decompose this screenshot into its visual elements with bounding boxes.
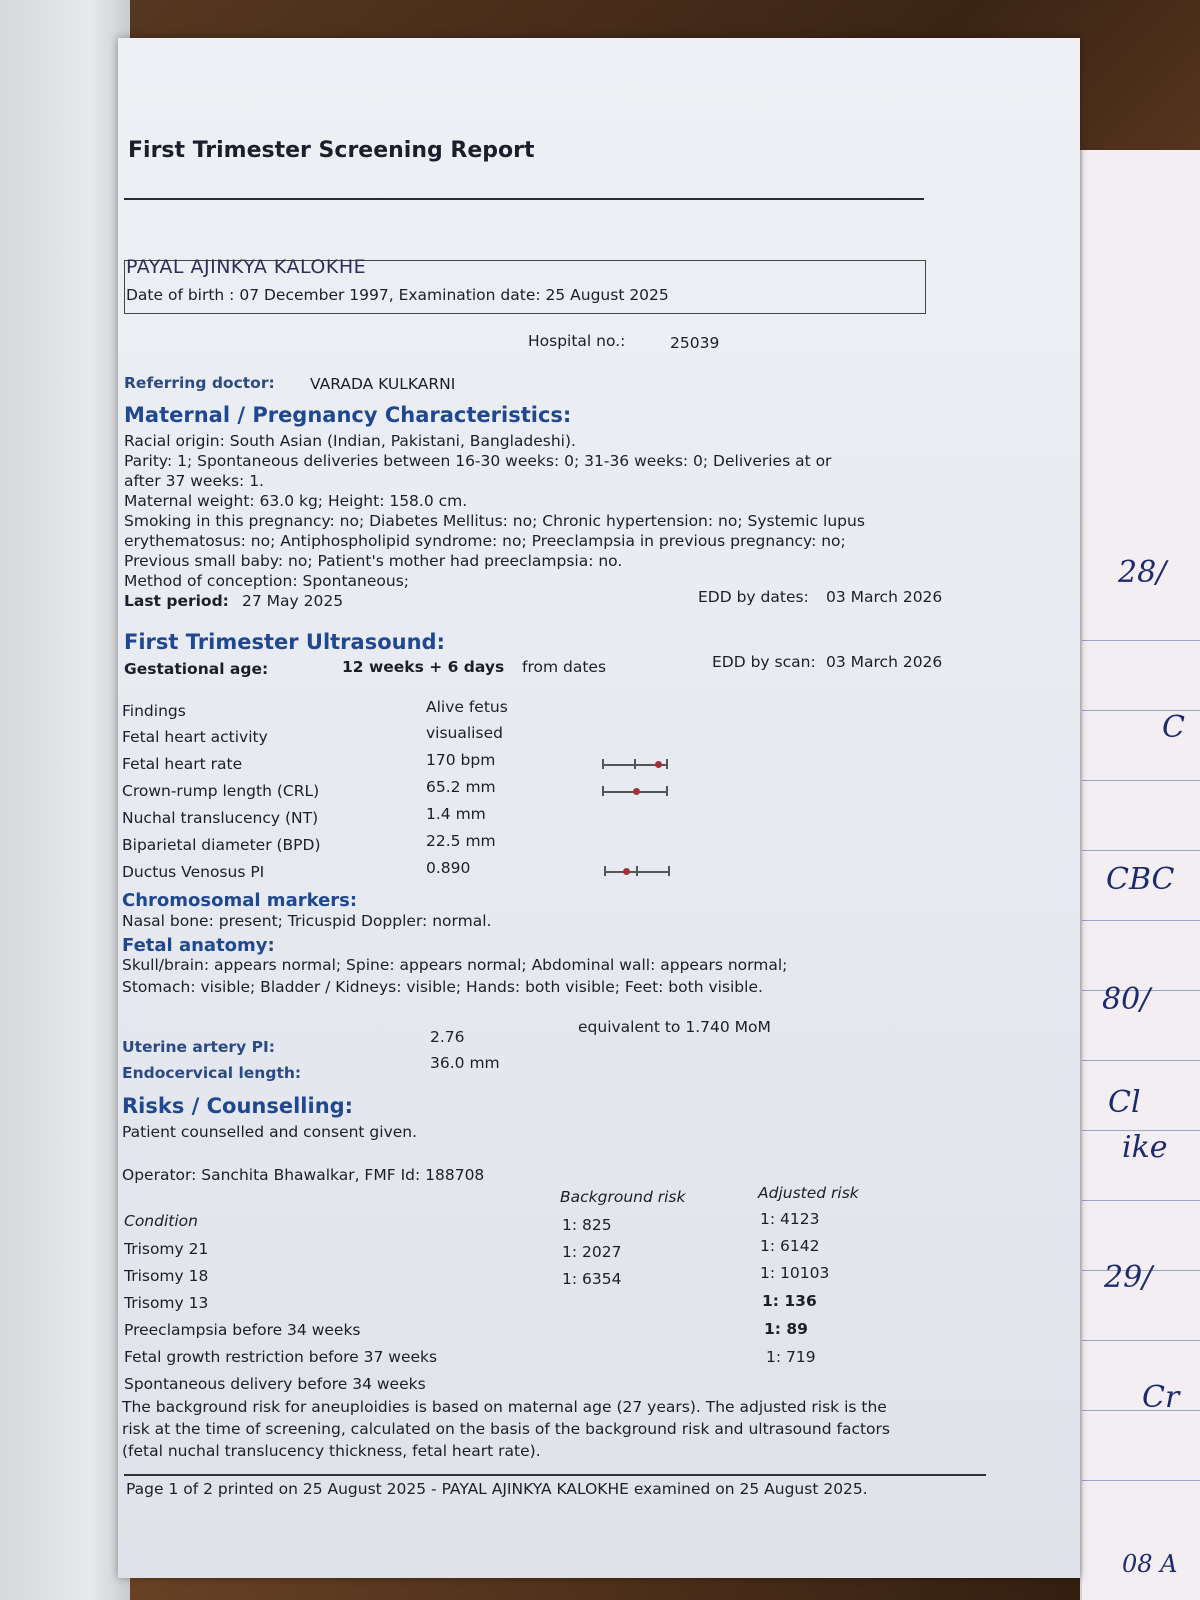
anatomy-line: Skull/brain: appears normal; Spine: appears normal; Abdominal wall: appears normal; [122,956,788,974]
page-footer: Page 1 of 2 printed on 25 August 2025 - PAYAL AJINKYA KALOKHE examined on 25 August 2025. [126,1480,868,1498]
operator-text: Operator: Sanchita Bhawalkar, FMF Id: 188708 [122,1166,485,1184]
background-book [0,0,130,1600]
risk-condition: Preeclampsia before 34 weeks [124,1321,361,1339]
dob-exam-line: Date of birth : 07 December 1997, Examination date: 25 August 2025 [126,286,669,304]
handwriting: CBC [1106,862,1175,897]
maternal-line: Previous small baby: no; Patient's mother had preeclampsia: no. [124,552,623,570]
anatomy-heading: Fetal anatomy: [122,935,275,956]
patient-name: PAYAL AJINKYA KALOKHE [126,256,367,278]
counselled-text: Patient counselled and consent given. [122,1123,418,1141]
referring-doctor: VARADA KULKARNI [310,375,456,393]
uterine-label: Uterine artery PI: [122,1038,275,1056]
footer-divider [124,1474,986,1476]
ga-label: Gestational age: [124,660,269,678]
risk-note-line: risk at the time of screening, calculated on the basis of the background risk and ultrasound factors [122,1420,890,1438]
finding-label: Findings [122,702,186,720]
adjusted-risk: 1: 89 [764,1320,808,1338]
risk-condition: Spontaneous delivery before 34 weeks [124,1375,426,1393]
notes-rule [1082,1340,1200,1341]
finding-label: Nuchal translucency (NT) [122,809,319,827]
risk-note-line: (fetal nuchal translucency thickness, fetal heart rate). [122,1442,541,1460]
notes-rule [1082,920,1200,921]
anatomy-line: Stomach: visible; Bladder / Kidneys: visible; Hands: both visible; Feet: both visible. [122,978,763,996]
hospital-number: 25039 [670,334,720,352]
maternal-line: Parity: 1; Spontaneous deliveries between 16-30 weeks: 0; 31-36 weeks: 0; Deliveries at or [124,452,832,470]
notes-rule [1082,780,1200,781]
adjusted-risk: 1: 10103 [760,1264,830,1282]
maternal-line: Maternal weight: 63.0 kg; Height: 158.0 cm. [124,492,468,510]
chromosomal-text: Nasal bone: present; Tricuspid Doppler: normal. [122,912,492,930]
adjusted-risk: 1: 6142 [760,1237,820,1255]
report-page [118,38,1080,1578]
maternal-line: Method of conception: Spontaneous; [124,572,410,590]
last-period-label: Last period: [124,592,229,610]
maternal-line: erythematosus: no; Antiphospholipid syndrome: no; Preeclampsia in previous pregnancy: no; [124,532,846,550]
finding-value: 1.4 mm [426,805,486,823]
edd-dates-value: 03 March 2026 [826,588,943,606]
notes-rule [1082,1410,1200,1411]
edd-scan-label: EDD by scan: [712,653,816,671]
adjusted-risk: 1: 136 [762,1292,817,1310]
finding-value: 0.890 [426,859,471,877]
ga-suffix: from dates [522,658,607,676]
finding-value: 22.5 mm [426,832,496,850]
endocervical-label: Endocervical length: [122,1064,302,1082]
maternal-line: Racial origin: South Asian (Indian, Pakistani, Bangladeshi). [124,432,576,450]
maternal-heading: Maternal / Pregnancy Characteristics: [124,403,572,427]
handwriting: Cl [1108,1085,1141,1120]
uterine-mom: equivalent to 1.740 MoM [578,1018,771,1036]
finding-label: Fetal heart activity [122,728,268,746]
col-background: Background risk [560,1188,686,1206]
handwriting: C [1162,710,1185,745]
edd-scan-value: 03 March 2026 [826,653,943,671]
col-condition: Condition [124,1212,198,1230]
notes-rule [1082,850,1200,851]
finding-label: Fetal heart rate [122,755,243,773]
endocervical-value: 36.0 mm [430,1054,500,1072]
risks-heading: Risks / Counselling: [122,1094,354,1118]
adjusted-risk: 1: 4123 [760,1210,820,1228]
notes-rule [1082,1200,1200,1201]
maternal-line: after 37 weeks: 1. [124,472,264,490]
edd-dates-label: EDD by dates: [698,588,809,606]
crl-centile-marker [602,786,668,798]
handwriting: 80/ [1102,982,1151,1017]
background-risk: 1: 825 [562,1216,612,1234]
risk-condition: Fetal growth restriction before 37 weeks [124,1348,438,1366]
notes-rule [1082,640,1200,641]
finding-value: 65.2 mm [426,778,496,796]
notes-rule [1082,1480,1200,1481]
risk-condition: Trisomy 18 [124,1267,209,1285]
uterine-value: 2.76 [430,1028,465,1046]
ga-value: 12 weeks + 6 days [342,658,505,676]
finding-label: Crown-rump length (CRL) [122,782,320,800]
referring-label: Referring doctor: [124,374,275,392]
risk-condition: Trisomy 21 [124,1240,209,1258]
handwriting: 08 A [1122,1550,1178,1578]
notes-rule [1082,1060,1200,1061]
handwriting: 28/ [1118,555,1167,590]
handwritten-notes-page [1080,150,1200,1600]
chromosomal-heading: Chromosomal markers: [122,890,358,911]
last-period-value: 27 May 2025 [242,592,344,610]
finding-value: 170 bpm [426,751,496,769]
report-title: First Trimester Screening Report [128,138,535,163]
title-divider [124,198,924,200]
finding-label: Ductus Venosus PI [122,863,265,881]
maternal-line: Smoking in this pregnancy: no; Diabetes Mellitus: no; Chronic hypertension: no; Systemic lupus [124,512,865,530]
risk-condition: Trisomy 13 [124,1294,209,1312]
ultrasound-heading: First Trimester Ultrasound: [124,630,445,654]
background-risk: 1: 2027 [562,1243,622,1261]
background-risk: 1: 6354 [562,1270,622,1288]
finding-value: Alive fetus [426,698,508,716]
handwriting: 29/ [1104,1260,1153,1295]
finding-value: visualised [426,724,503,742]
col-adjusted: Adjusted risk [758,1184,859,1202]
risk-note-line: The background risk for aneuploidies is based on maternal age (27 years). The adjusted risk is the [122,1398,887,1416]
fhr-centile-marker [602,759,668,771]
handwriting: Cr [1142,1380,1180,1415]
dv-centile-marker [604,866,670,878]
finding-label: Biparietal diameter (BPD) [122,836,321,854]
handwriting: ike [1122,1130,1168,1165]
hospital-label: Hospital no.: [528,332,626,350]
adjusted-risk: 1: 719 [766,1348,816,1366]
